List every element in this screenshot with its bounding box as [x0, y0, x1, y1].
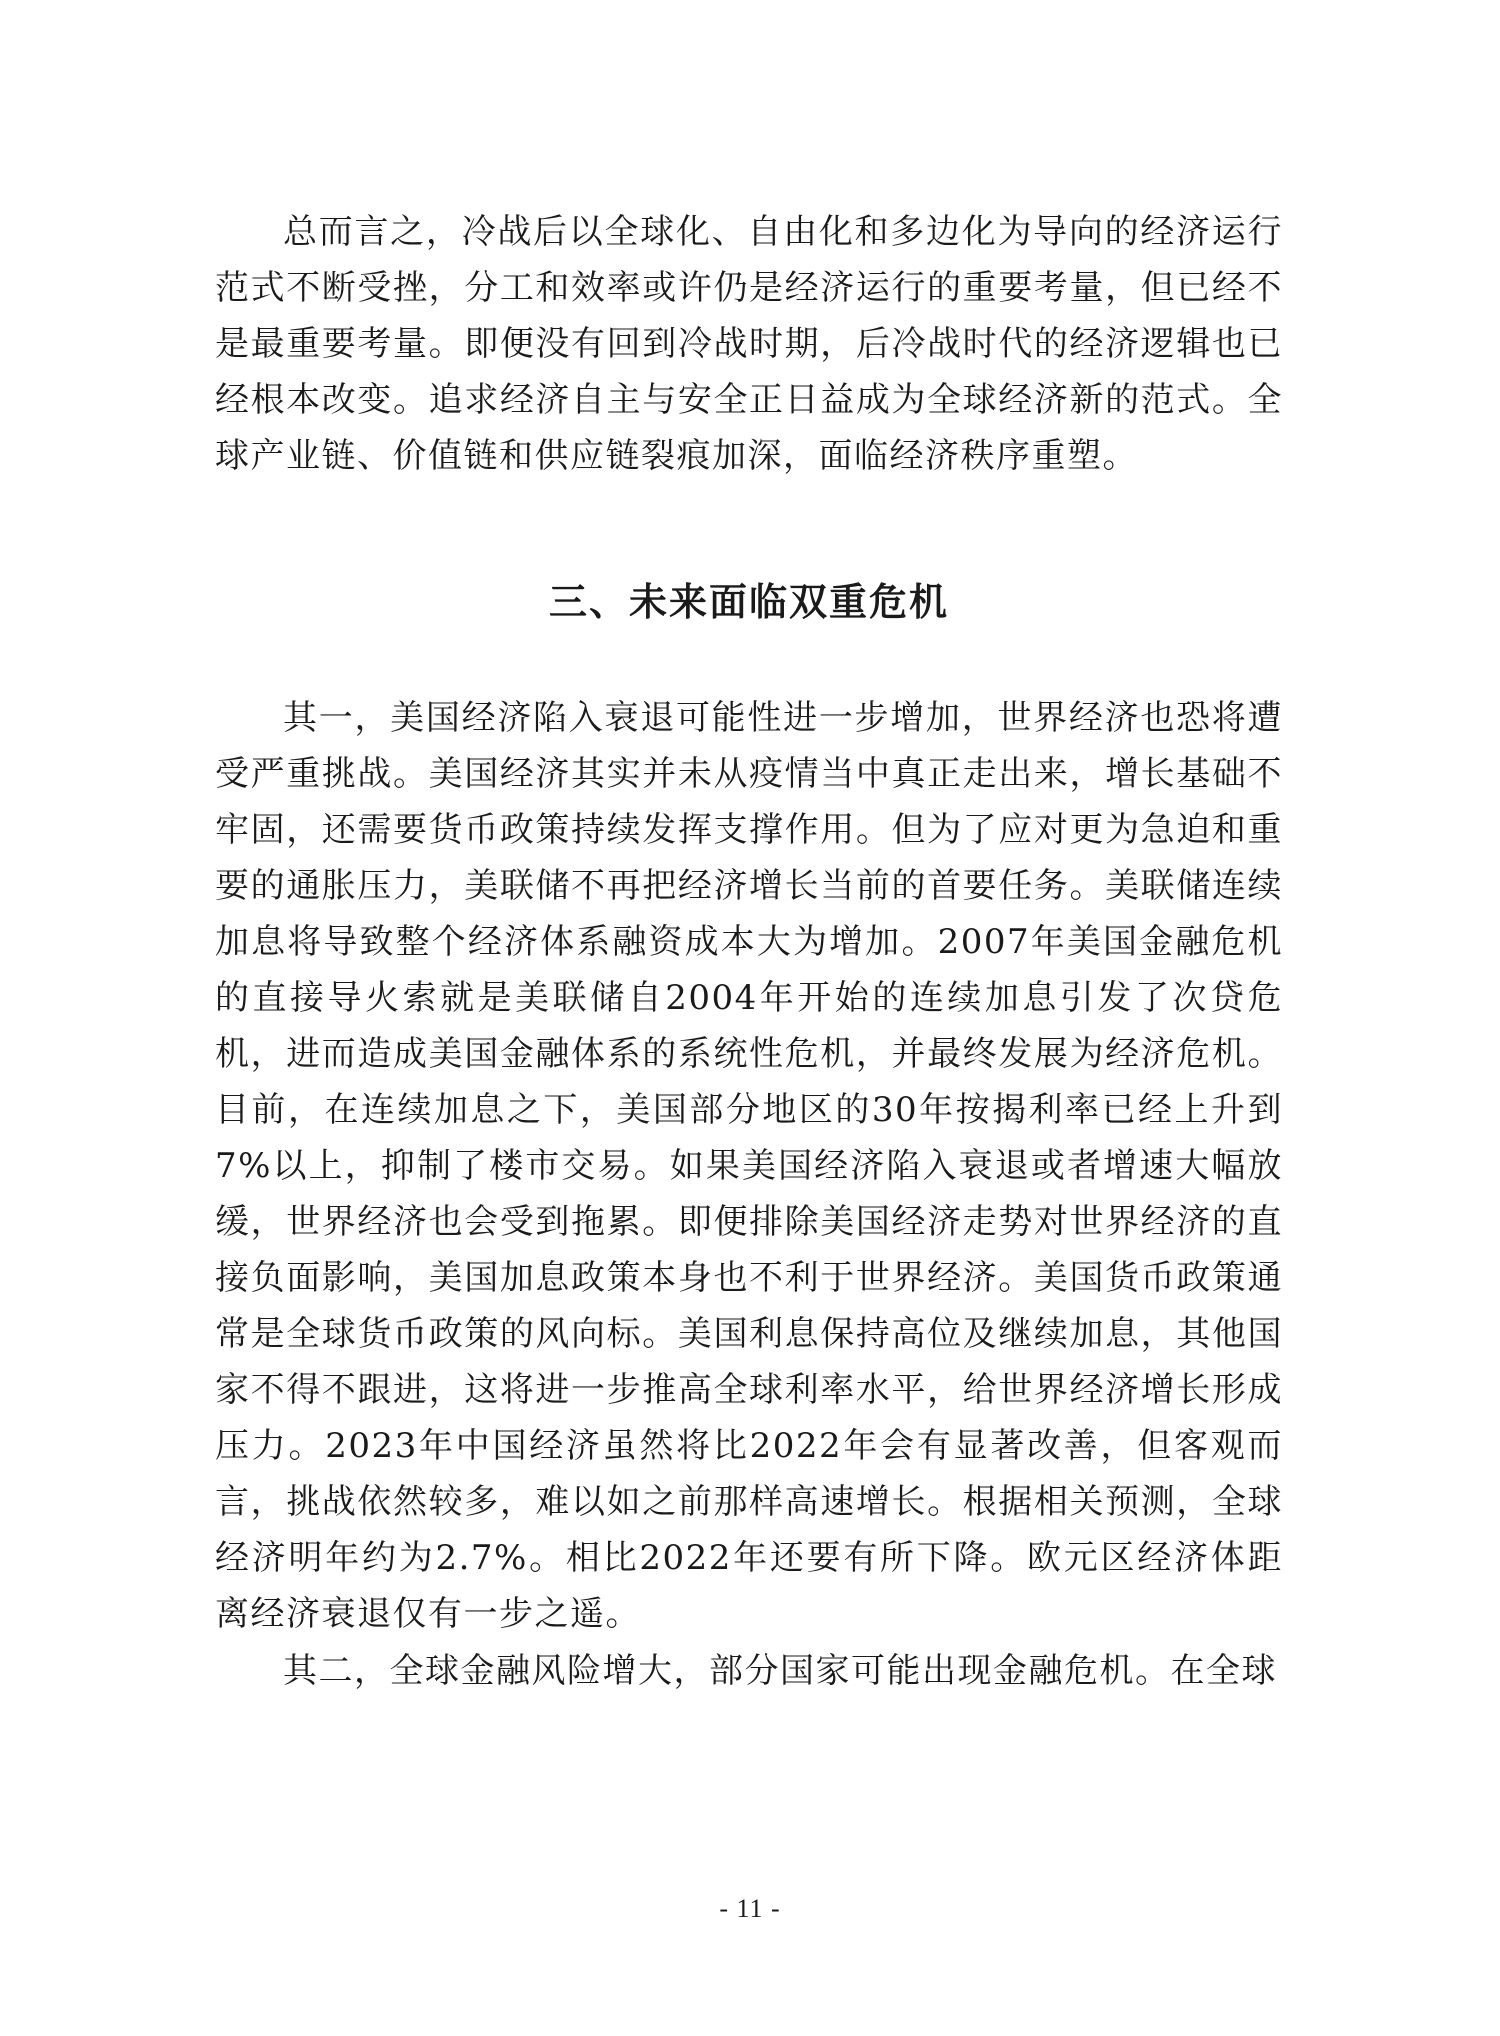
- page-number: - 11 -: [719, 1894, 781, 1923]
- section-heading: 三、未来面临双重危机: [548, 580, 949, 624]
- intro-section: [215, 204, 1283, 484]
- paragraph-intro: 总而言之，冷战后以全球化、自由化和多边化为导向的经济运行范式不断受挫，分工和效率或许仍是经济运行的重要考量，但已经不是最重要考量。即便没有回到冷战时期，后冷战时代的经济逻辑也已经根本改变。追求经济自主与安全正日益成为全球经济新的范式。全球产业链、价值链和供应链裂痕加深，面临经济秩序重塑。: [215, 212, 1283, 476]
- paragraph-crisis-two: 其二，全球金融风险增大，部分国家可能出现金融危机。在全球: [283, 1651, 1277, 1691]
- crisis-section: [215, 690, 1283, 1699]
- paragraph-crisis-one: 其一，美国经济陷入衰退可能性进一步增加，世界经济也恐将遭受严重挑战。美国经济其实并未从疫情当中真正走出来，增长基础不牢固，还需要货币政策持续发挥支撑作用。但为了应对更为急迫和重要的通胀压力，美联储不再把经济增长当前的首要任务。美联储连续加息将导致整个经济体系融资成本大为增加。2007年美国金融危机的直接导火索就是美联储自2004年开始的连续加息引发了次贷危机，进而造成美国金融体系的系统性危机，并最终发展为经济危机。目前，在连续加息之下，美国部分地区的30年按揭利率已经上升到7%以上，抑制了楼市交易。如果美国经济陷入衰退或者增速大幅放缓，世界经济也会受到拖累。即便排除美国经济走势对世界经济的直接负面影响，美国加息政策本身也不利于世界经济。美国货币政策通常是全球货币政策的风向标。美国利息保持高位及继续加息，其他国家不得不跟进，这将进一步推高全球利率水平，给世界经济增长形成压力。2023年中国经济虽然将比2022年会有显著改善，但客观而言，挑战依然较多，难以如之前那样高速增长。根据相关预测，全球经济明年约为2.7%。相比2022年还要有所下降。欧元区经济体距离经济衰退仅有一步之遥。: [215, 698, 1283, 1634]
